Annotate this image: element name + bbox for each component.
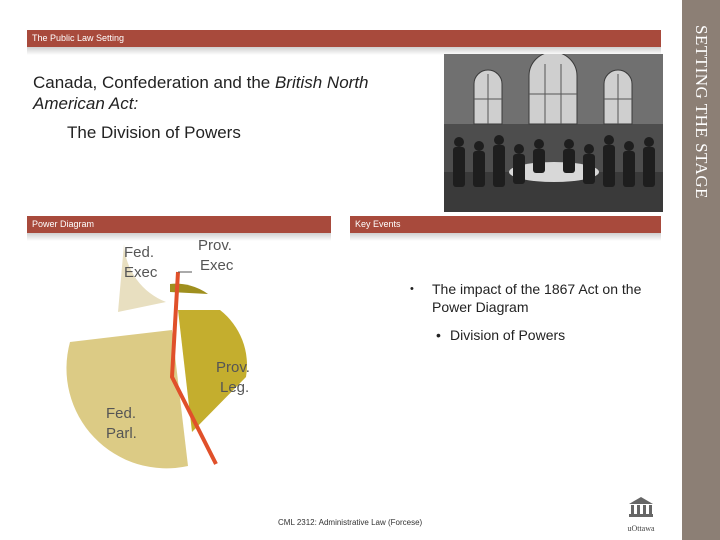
key-events-list [410, 280, 670, 344]
bullet-item: • The impact of the 1867 Act on the Power Diagram [410, 281, 642, 315]
section-label-bar: The Public Law Setting [27, 30, 661, 47]
label-prov-exec-2: Exec [200, 257, 234, 274]
side-title: SETTING THE STAGE [692, 25, 711, 199]
label-prov-exec-1: Prov. [198, 237, 232, 254]
label-fed-parl-2: Parl. [106, 425, 137, 442]
bullet-text: The impact of the 1867 Act on the Power Diagram [432, 281, 642, 315]
label-fed-exec-1: Fed. [124, 244, 155, 261]
uottawa-logo [624, 495, 658, 533]
sub-bullet-text: Division of Powers [450, 327, 566, 343]
footer-course: CML 2312: Administrative Law (Forcese) [278, 518, 423, 527]
slide-title [33, 72, 433, 143]
title-italic: British North American Act: [33, 73, 369, 113]
bar-shadow [350, 233, 661, 241]
label-fed-parl-1: Fed. [106, 405, 137, 422]
label-prov-leg-2: Leg. [220, 379, 250, 396]
label-prov-leg-1: Prov. [216, 359, 250, 376]
confederation-photo [444, 54, 663, 212]
power-diagram [60, 232, 320, 487]
key-events-bar: Key Events [350, 216, 661, 233]
label-fed-exec-2: Exec [124, 264, 158, 281]
university-building-icon [624, 495, 658, 519]
title-subtitle: The Division of Powers [67, 123, 241, 142]
power-diagram-bar: Power Diagram [27, 216, 331, 233]
sub-bullet-item: • Division of Powers [436, 327, 566, 343]
title-plain: Canada, Confederation and the [33, 73, 275, 92]
logo-word: uOttawa [627, 524, 655, 533]
slice-fed-parl [66, 330, 188, 468]
